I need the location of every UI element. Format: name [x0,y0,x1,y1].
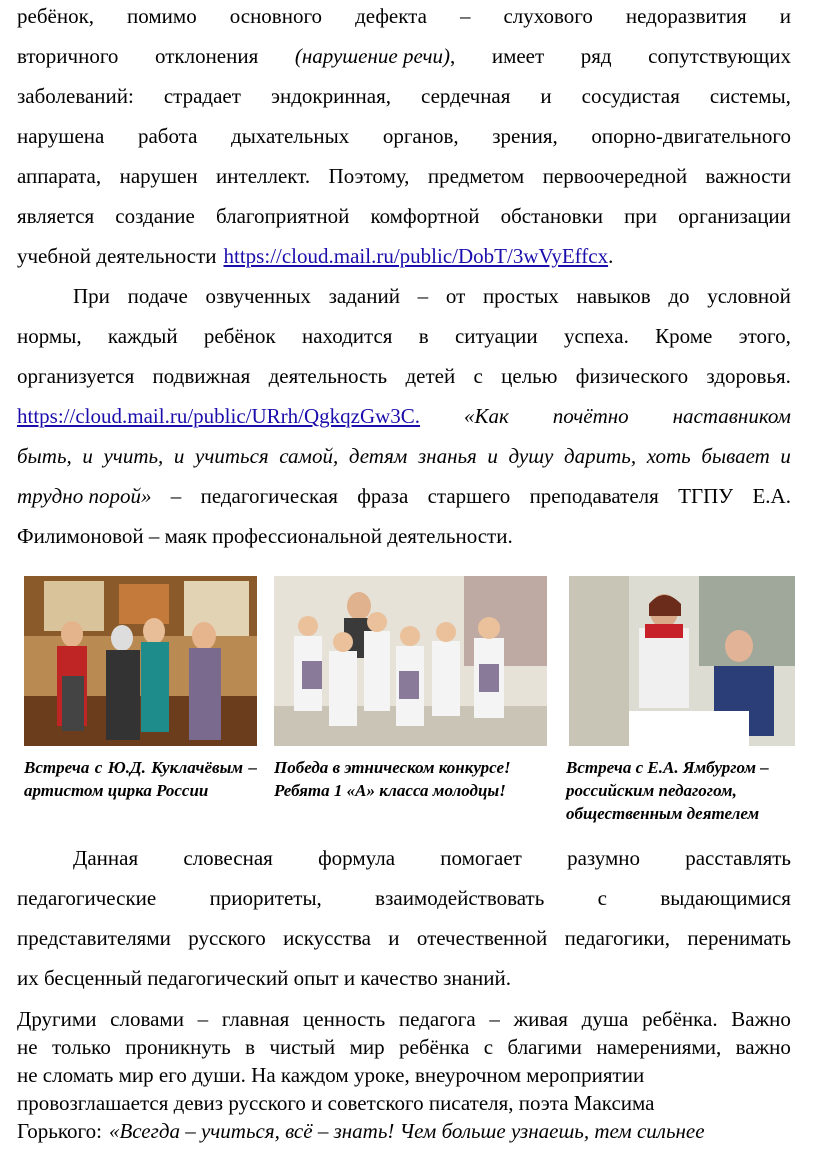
word: знанья [417,444,477,468]
p2-line-4 [17,404,791,429]
p3-last: их бесценный педагогический опыт и качество знаний. [17,966,511,990]
word: педагогики, [564,926,671,950]
word: системы, [709,84,791,108]
word: душа [581,1007,629,1031]
word: ребёнка [399,1035,470,1059]
cloud-link-2[interactable]: https://cloud.mail.ru/public/URrh/QgkqzGw3C. [17,404,421,428]
p4-motto: «Всегда – учиться, всё – знать! Чем больше узнаешь, тем сильнее [108,1119,705,1143]
word: самой, [279,444,339,468]
word: благими [507,1035,582,1059]
word: с [473,364,483,388]
word: и [173,444,185,468]
word: и [388,926,400,950]
p1-line-6 [17,204,791,229]
word: бывает [701,444,770,468]
word: – [459,4,471,28]
word: до [668,284,690,308]
word: искусства [283,926,371,950]
word: нарушен [119,164,198,188]
word: организуется [17,364,135,388]
word: Данная [73,846,139,870]
caption-kuklachev: Встреча с Ю.Д. Куклачёвым – артистом цирка России [24,758,257,800]
p4-line-5-prefix: Горького: [17,1119,102,1143]
word: сердечная [421,84,511,108]
word: интеллект. [216,164,311,188]
word: перенимать [687,926,791,950]
word: – [170,484,182,508]
p3-line-4 [17,966,791,991]
word: преподавателя [529,484,659,508]
p2-line-2 [17,324,791,349]
word: организации [678,204,791,228]
word: основного [229,4,323,28]
word: формула [318,846,396,870]
word: педагогические [17,886,157,910]
word: почётно [552,404,629,428]
word: намерениями, [596,1035,722,1059]
word: дыхательных [231,124,350,148]
caption-yamburg: Встреча с Е.А. Ямбургом – российским педагогом, общественным деятелем [566,758,769,823]
word: не [17,1035,38,1059]
word: приоритеты, [209,886,322,910]
word: опорно-двигательного [591,124,791,148]
word: от [445,284,466,308]
word: наставником [672,404,791,428]
p4-line-3-text: не сломать мир его души. На каждом уроке, внеурочном мероприятии [17,1063,645,1087]
word: заданий [328,284,400,308]
word: и [780,444,791,468]
word: главная [221,1007,290,1031]
p4-line-3 [17,1063,791,1088]
word: Поэтому, [328,164,410,188]
p4-line-4 [17,1091,791,1116]
word: подаче [127,284,188,308]
word: сопутствующих [648,44,791,68]
word: отечественной [416,926,548,950]
word: имеет [491,44,545,68]
photo-kuklachev-meeting [24,576,257,746]
word: чистый [269,1035,336,1059]
word: каждый [107,324,178,348]
word: работа [137,124,198,148]
word: страдает [163,84,241,108]
word: предметом [427,164,525,188]
p4-line-1 [17,1007,791,1032]
word: «Как [464,404,509,428]
cloud-link-1[interactable]: https://cloud.mail.ru/public/DobT/3wVyEffcx [223,244,609,268]
word: комфортной [370,204,480,228]
word: дарить, [563,444,637,468]
p1-line-7 [17,244,791,269]
word: проникнуть [125,1035,231,1059]
word: недоразвития [625,4,747,28]
p3-line-1 [73,846,791,871]
word: душу [508,444,554,468]
word: эндокринная, [270,84,392,108]
word: подвижная [152,364,251,388]
word: разумно [567,846,640,870]
p2-last: Филимоновой – маяк профессиональной деятельности. [17,524,513,548]
word: учить, [103,444,164,468]
p1-line-4 [17,124,791,149]
word: условной [707,284,791,308]
caption-contest: Победа в этническом конкурсе! Ребята 1 «А» класса молодцы! [274,758,511,800]
quote-end: трудно порой» [17,484,152,508]
word: сосудистая [581,84,680,108]
word: помогает [440,846,522,870]
word: словесная [183,846,273,870]
word: – [417,284,429,308]
word: выдающимися [660,886,791,910]
word: заболеваний: [17,84,134,108]
word: Важно [731,1007,791,1031]
word: простых [482,284,559,308]
word: слухового [503,4,593,28]
word: успеха. [563,324,629,348]
word: нарушена [17,124,105,148]
word: ситуации [454,324,538,348]
word: расставлять [685,846,791,870]
word: ряд [580,44,612,68]
p2-line-1 [73,284,791,309]
word: первоочередной [542,164,688,188]
word: и [540,84,552,108]
word: ценность [303,1007,386,1031]
word: является [17,204,95,228]
word: органов, [382,124,459,148]
word: Кроме [655,324,713,348]
word: педагога [398,1007,476,1031]
word: взаимодействовать [375,886,545,910]
word: отклонения [154,44,259,68]
p1-line-1 [17,4,791,29]
word: этого, [738,324,791,348]
word: представителями [17,926,171,950]
word: Другими [17,1007,97,1031]
word: живая [513,1007,568,1031]
word: находится [301,324,393,348]
word: вторичного [17,44,119,68]
word: учиться [195,444,269,468]
word: мир [349,1035,385,1059]
word: педагогическая [200,484,338,508]
word: только [52,1035,111,1059]
word: важно [735,1035,791,1059]
p2-line-5 [17,444,791,469]
word: фраза [357,484,409,508]
word: (нарушение речи), [294,44,456,68]
word: создание [115,204,195,228]
word: важности [705,164,791,188]
word: ребёнок [203,324,276,348]
word: целью [501,364,558,388]
word: деятельность [268,364,388,388]
word: с [597,886,607,910]
word: ребёнка. [642,1007,718,1031]
photo-ethnic-contest-winners [274,576,547,746]
p1-period: . [608,244,614,268]
p3-line-2 [17,886,791,911]
p2-line-6 [17,484,791,509]
word: и [779,4,791,28]
p4-line-2 [17,1035,791,1060]
word: – [489,1007,500,1031]
word: здоровья. [706,364,791,388]
word: дефекта [355,4,427,28]
p4-line-4-text: провозглашается девиз русского и советского писателя, поэта Максима [17,1091,655,1115]
word: озвученных [205,284,311,308]
p2-line-3 [17,364,791,389]
word: и [487,444,498,468]
word: при [624,204,658,228]
word: навыков [576,284,651,308]
p1-line-3 [17,84,791,109]
word: помимо [127,4,197,28]
word: благоприятной [215,204,350,228]
word: ребёнок, [17,4,95,28]
p3-line-3 [17,926,791,951]
word: ТГПУ [678,484,734,508]
word: При [73,284,110,308]
word: хоть [646,444,691,468]
word: – [197,1007,209,1031]
word: обстановки [500,204,603,228]
word: и [82,444,93,468]
word: физического [575,364,689,388]
word: Е.А. [752,484,791,508]
word: детей [405,364,456,388]
word: в [418,324,429,348]
p1-line-2 [17,44,791,69]
p2-line-7 [17,524,791,549]
word: быть, [17,444,72,468]
p4-line-5 [17,1119,791,1144]
word: нормы, [17,324,82,348]
word: детям [348,444,408,468]
word: словами [110,1007,184,1031]
word: русского [188,926,266,950]
word: зрения, [492,124,558,148]
photo-yamburg-meeting [569,576,795,746]
word: в [245,1035,256,1059]
word: аппарата, [17,164,102,188]
p1-last-prefix: учебной деятельности [17,244,217,268]
p1-line-5 [17,164,791,189]
word: с [483,1035,494,1059]
word: старшего [427,484,511,508]
